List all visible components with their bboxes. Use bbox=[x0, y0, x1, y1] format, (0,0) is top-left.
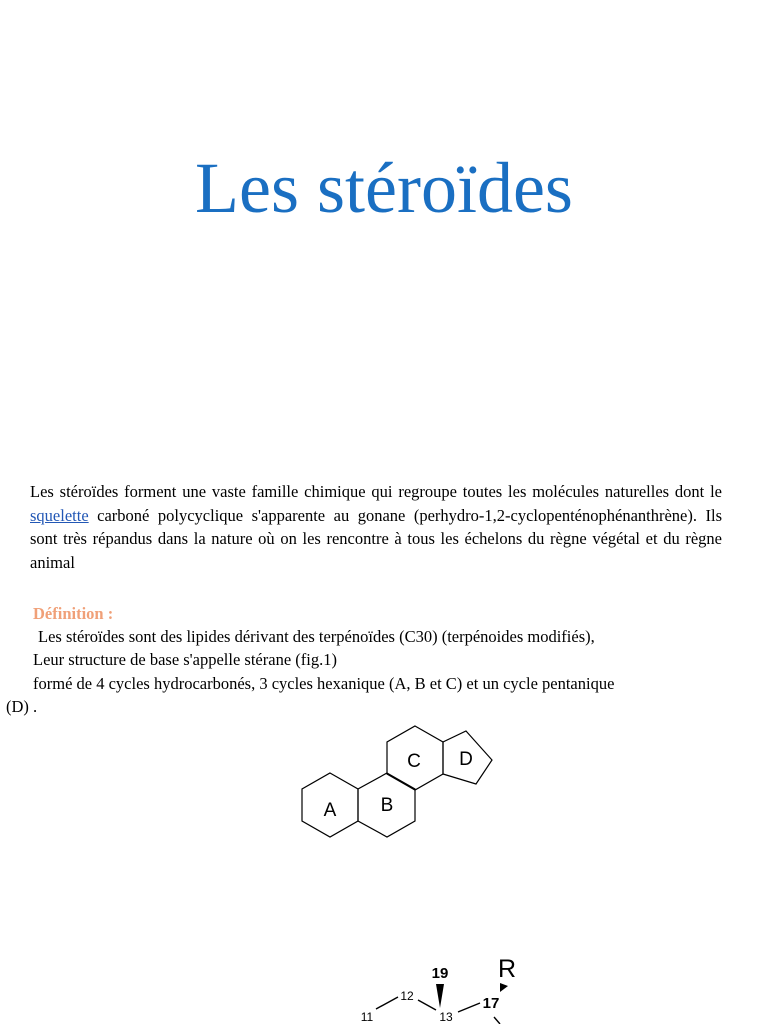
r-group-label: R bbox=[497, 955, 517, 983]
definition-line-3: formé de 4 cycles hydrocarbonés, 3 cycles hexanique (A, B et C) et un cycle pentanique bbox=[33, 674, 615, 693]
bond-17-16 bbox=[494, 1017, 500, 1024]
bond-11-12 bbox=[376, 997, 398, 1009]
steroid-numbered-figure bbox=[361, 955, 516, 1024]
carbon-19-label: 19 bbox=[431, 965, 449, 982]
definition-line-1: Les stéroïdes sont des lipides dérivant des terpénoïdes (C30) (terpénoides modifiés), bbox=[38, 627, 595, 646]
carbon-12-label: 12 bbox=[400, 989, 414, 1003]
carbon-11-label: 11 bbox=[360, 1010, 374, 1024]
squelette-link[interactable]: squelette bbox=[30, 505, 89, 525]
bond-12-13 bbox=[418, 1000, 436, 1010]
definition-line-2: Leur structure de base s'appelle stérane (fig.1) bbox=[33, 650, 337, 669]
ring-d-label: D bbox=[459, 749, 473, 770]
ring-a-label: A bbox=[323, 800, 337, 821]
methyl-wedge-19 bbox=[436, 984, 444, 1008]
page-title: Les stéroïdes bbox=[195, 148, 573, 228]
carbon-17-label: 17 bbox=[482, 995, 500, 1012]
carbon-13-label: 13 bbox=[439, 1010, 453, 1024]
r-wedge bbox=[500, 983, 508, 992]
intro-text-end: carboné polycyclique s'apparente au gonane (perhydro-1,2-cyclopenténophénanthrène). Ils sont très répandus dans la nature où on les rencontre à tous les échelons du règne végétal et du règne animal bbox=[30, 505, 722, 572]
definition-heading: Définition : bbox=[33, 604, 114, 623]
intro-text-start: Les stéroïdes forment une vaste famille chimique qui regroupe toutes les molécules naturelles dont le bbox=[30, 482, 722, 501]
bond-13-17 bbox=[458, 1003, 480, 1012]
definition-line-4: (D) . bbox=[6, 697, 38, 716]
ring-c-label: C bbox=[407, 751, 421, 772]
ring-b-label: B bbox=[380, 795, 394, 816]
